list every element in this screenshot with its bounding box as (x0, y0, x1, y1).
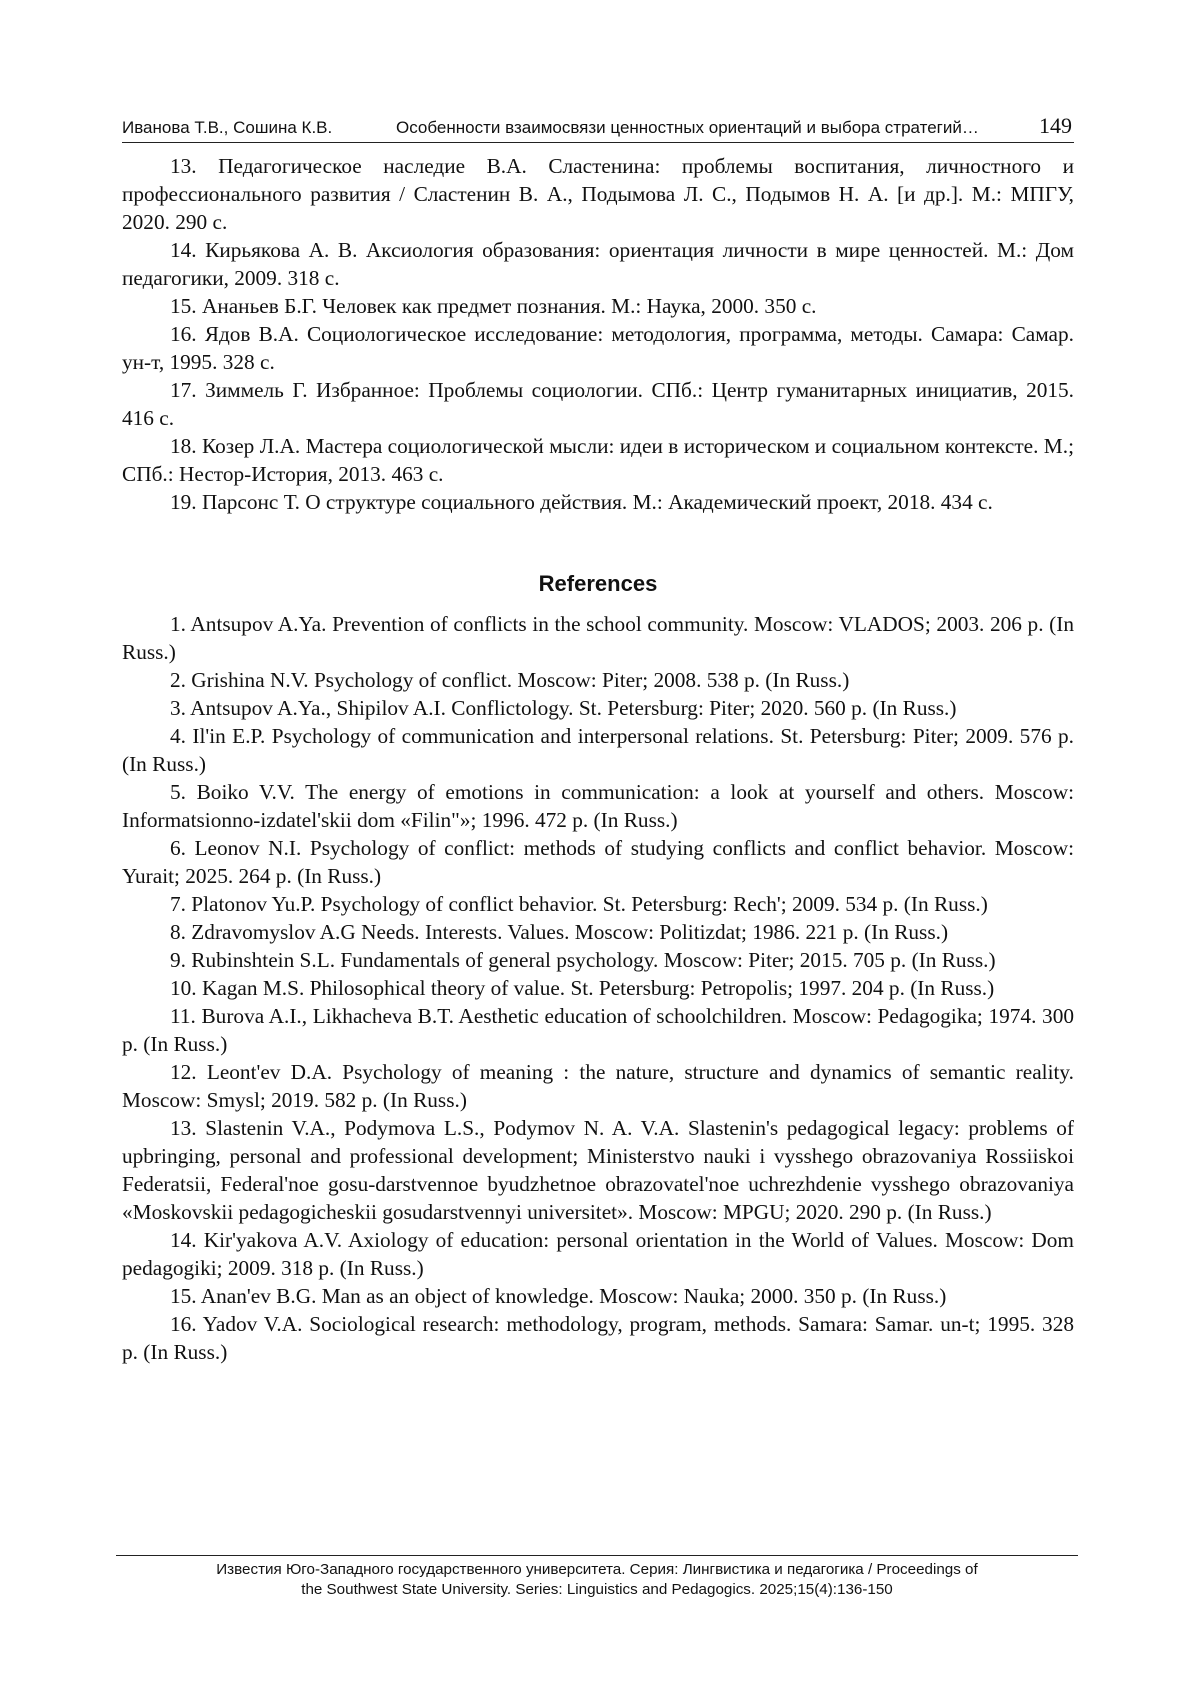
reference-entry: 2. Grishina N.V. Psychology of conflict. Moscow: Piter; 2008. 538 p. (In Russ.) (170, 668, 850, 692)
reference-entry: 11. Burova A.I., Likhacheva B.T. Aesthetic education of schoolchildren. Moscow: Pedagogika; 1974. 300 p. (In Russ.) (122, 1004, 1074, 1056)
bibliography-entry: 14. Кирьякова А. В. Аксиология образования: ориентация личности в мире ценностей. М.: Дом педагогики, 2009. 318 с. (122, 238, 1074, 290)
header-article-title: Особенности взаимосвязи ценностных ориентаций и выбора стратегий… (396, 118, 979, 137)
reference-entry: 9. Rubinshtein S.L. Fundamentals of general psychology. Moscow: Piter; 2015. 705 p. (In Russ.) (170, 948, 996, 972)
main-content (122, 152, 1074, 1366)
footer-line-2: the Southwest State University. Series: Linguistics and Pedagogics. 2025;15(4):136-150 (301, 1581, 893, 1598)
references-list (122, 610, 1074, 1366)
reference-entry: 13. Slastenin V.A., Podymova L.S., Podymov N. A. V.A. Slastenin's pedagogical legacy: problems of upbringing, personal and professional development; Ministerstvo nauki i vysshego obrazovaniya Rossiiskoi Federatsii, Federal'noe gosu-darstvennoe byudzhetnoe obrazovatel'noe uchrezhdenie vysshego obrazovaniya «Moskovskii pedagogicheskii gosudarstvennyi universitet». Moscow: MPGU; 2020. 290 p. (In Russ.) (122, 1116, 1074, 1224)
bibliography-entry: 19. Парсонс Т. О структуре социального действия. М.: Академический проект, 2018. 434 с. (170, 490, 993, 514)
header-authors: Иванова Т.В., Сошина К.В. (122, 118, 333, 137)
journal-footer (116, 1555, 1078, 1600)
reference-entry: 4. Il'in E.P. Psychology of communication and interpersonal relations. St. Petersburg: Piter; 2009. 576 p. (In Russ.) (122, 724, 1074, 776)
page-number: 149 (1039, 113, 1072, 138)
reference-entry: 10. Kagan M.S. Philosophical theory of value. St. Petersburg: Petropolis; 1997. 204 p. (In Russ.) (170, 976, 995, 1000)
reference-entry: 14. Kir'yakova A.V. Axiology of education: personal orientation in the World of Values. Moscow: Dom pedagogiki; 2009. 318 p. (In Russ.) (122, 1228, 1074, 1280)
reference-entry: 15. Anan'ev B.G. Man as an object of knowledge. Moscow: Nauka; 2000. 350 p. (In Russ.) (170, 1284, 947, 1308)
footer-line-1: Известия Юго-Западного государственного университета. Серия: Лингвистика и педагогика / Proceedings of (216, 1561, 978, 1578)
bibliography-entry: 17. Зиммель Г. Избранное: Проблемы социологии. СПб.: Центр гуманитарных инициатив, 2015. 416 с. (122, 378, 1074, 430)
references-heading: References (538, 571, 658, 596)
bibliography-entry: 16. Ядов В.А. Социологическое исследование: методология, программа, методы. Самара: Самар. ун-т, 1995. 328 с. (122, 322, 1074, 374)
reference-entry: 3. Antsupov A.Ya., Shipilov A.I. Conflictology. St. Petersburg: Piter; 2020. 560 p. (In Russ.) (170, 696, 957, 720)
reference-entry: 8. Zdravomyslov A.G Needs. Interests. Values. Moscow: Politizdat; 1986. 221 p. (In Russ.) (170, 920, 949, 944)
bibliography-entry: 18. Козер Л.А. Мастера социологической мысли: идеи в историческом и социальном контексте. М.; СПб.: Нестор-История, 2013. 463 с. (122, 434, 1074, 486)
reference-entry: 1. Antsupov A.Ya. Prevention of conflicts in the school community. Moscow: VLADOS; 2003. 206 p. (In Russ.) (122, 612, 1074, 664)
reference-entry: 7. Platonov Yu.P. Psychology of conflict behavior. St. Petersburg: Rech'; 2009. 534 p. (In Russ.) (170, 892, 988, 916)
reference-entry: 5. Boiko V.V. The energy of emotions in communication: a look at yourself and others. Moscow: Informatsionno-izdatel'skii dom «Filin"»; 1996. 472 p. (In Russ.) (122, 780, 1074, 832)
bibliography-list (122, 152, 1074, 516)
bibliography-entry: 15. Ананьев Б.Г. Человек как предмет познания. М.: Наука, 2000. 350 с. (170, 294, 817, 318)
reference-entry: 6. Leonov N.I. Psychology of conflict: methods of studying conflicts and conflict behavior. Moscow: Yurait; 2025. 264 p. (In Russ.) (122, 836, 1074, 888)
reference-entry: 16. Yadov V.A. Sociological research: methodology, program, methods. Samara: Samar. un-t; 1995. 328 p. (In Russ.) (122, 1312, 1074, 1364)
bibliography-entry: 13. Педагогическое наследие В.А. Сластенина: проблемы воспитания, личностного и профессионального развития / Сластенин В. А., Подымова Л. С., Подымов Н. А. [и др.]. М.: МПГУ, 2020. 290 с. (122, 154, 1074, 234)
running-header (122, 113, 1074, 143)
reference-entry: 12. Leont'ev D.A. Psychology of meaning : the nature, structure and dynamics of semantic reality. Moscow: Smysl; 2019. 582 p. (In Russ.) (122, 1060, 1074, 1112)
